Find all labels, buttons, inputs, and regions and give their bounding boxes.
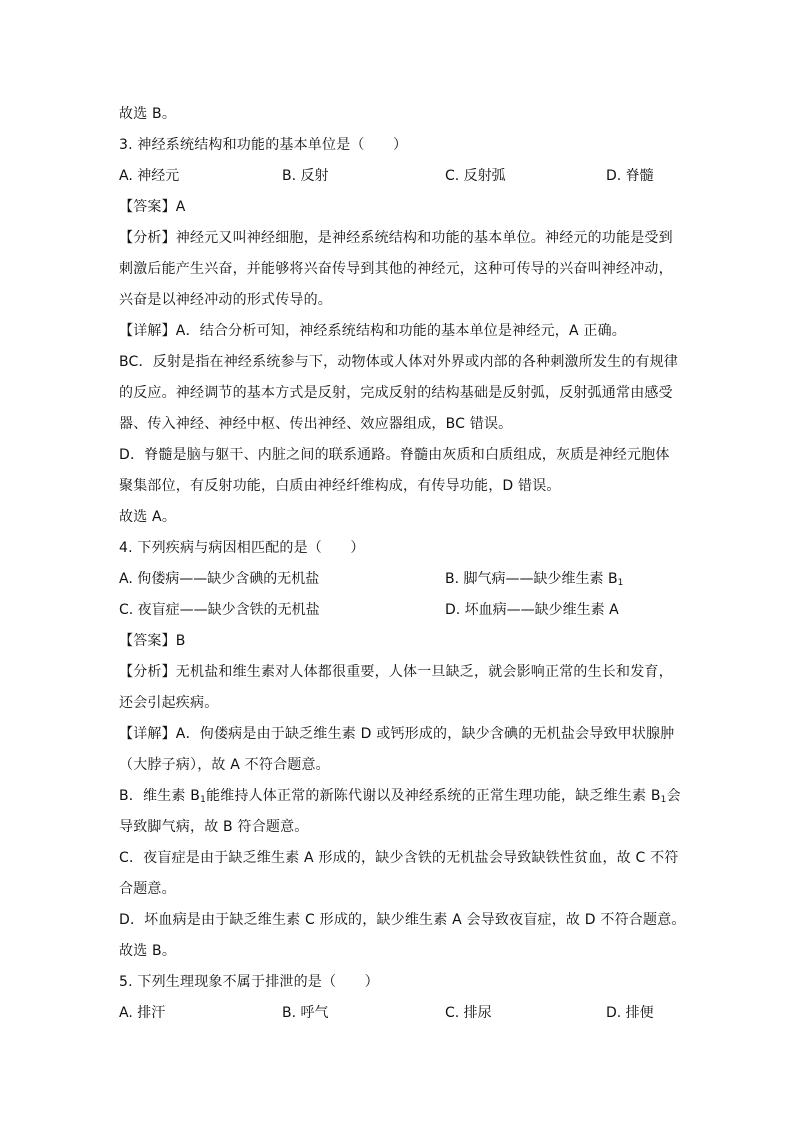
q4-detail-line: C．夜盲症是由于缺乏维生素 A 形成的，缺少含铁的无机盐会导致缺铁性贫血，故 C 不符 [119, 850, 679, 866]
q4-option-b [445, 569, 623, 589]
q4-answer: 【答案】B [119, 633, 186, 649]
q3-detail-line: 器、传入神经、神经中枢、传出神经、效应器组成，BC 错误。 [119, 416, 513, 432]
q5-stem: 5. 下列生理现象不属于排泄的是（ ） [119, 974, 379, 990]
q4-option-b-subscript: 1 [617, 578, 624, 588]
q3-detail-line: 【详解】A．结合分析可知，神经系统结构和功能的基本单位是神经元，A 正确。 [119, 323, 627, 339]
q3-detail-line: BC．反射是指在神经系统参与下，动物体或人体对外界或内部的各种刺激所发生的有规律 [119, 354, 679, 370]
q3-answer: 【答案】A [119, 199, 186, 215]
q4-detail-line: 【详解】A．佝偻病是由于缺乏维生素 D 或钙形成的，缺少含碘的无机盐会导致甲状腺肿 [119, 726, 675, 742]
q5-option-d: D. 排便 [606, 1005, 654, 1021]
q3-option-d: D. 脊髓 [606, 168, 654, 184]
q3-option-a: A. 神经元 [119, 168, 180, 184]
q3-detail-line: D．脊髓是脑与躯干、内脏之间的联系通路。脊髓由灰质和白质组成，灰质是神经元胞体 [119, 447, 670, 463]
q4-detail-line: 导致脚气病，故 B 符合题意。 [119, 819, 309, 835]
q5-option-c: C. 排尿 [445, 1005, 492, 1021]
q4-detail-line: 合题意。 [119, 881, 176, 897]
q3-option-b: B. 反射 [282, 168, 329, 184]
q4-detail-line: D．坏血病是由于缺乏维生素 C 形成的，缺少维生素 A 会导致夜盲症，故 D 不符合题意。 [119, 912, 686, 928]
prev-choose-line: 故选 B。 [119, 106, 177, 122]
q4-analysis-line: 还会引起疾病。 [119, 695, 219, 711]
q4-detail-line: （大脖子病），故 A 不符合题意。 [119, 757, 330, 773]
q4-detail-text: 会 [666, 788, 681, 804]
q3-analysis-line: 刺激后能产生兴奋，并能够将兴奋传导到其他的神经元，这种可传导的兴奋叫神经冲动， [119, 261, 673, 277]
q5-option-b: B. 呼气 [282, 1005, 329, 1021]
q4-analysis-line: 【分析】无机盐和维生素对人体都很重要，人体一旦缺乏，就会影响正常的生长和发育， [119, 664, 673, 680]
q3-stem: 3. 神经系统结构和功能的基本单位是（ ） [119, 137, 408, 153]
q3-detail-line: 的反应。神经调节的基本方式是反射，完成反射的结构基础是反射弧，反射弧通常由感受 [119, 385, 673, 401]
q4-option-c: C. 夜盲症——缺少含铁的无机盐 [119, 602, 320, 618]
q4-detail-text: B．维生素 B [119, 788, 201, 804]
q4-option-d: D. 坏血病——缺少维生素 A [445, 602, 619, 618]
q4-option-a: A. 佝偻病——缺少含碘的无机盐 [119, 571, 320, 587]
q3-detail-line: 聚集部位，有反射功能，白质由神经纤维构成，有传导功能，D 错误。 [119, 478, 561, 494]
q4-choose-line: 故选 B。 [119, 943, 177, 959]
q4-detail-subscript: 1 [200, 795, 206, 805]
q4-stem: 4. 下列疾病与病因相匹配的是（ ） [119, 540, 365, 556]
q4-detail-line [119, 786, 681, 806]
q3-analysis-line: 【分析】神经元又叫神经细胞，是神经系统结构和功能的基本单位。神经元的功能是受到 [119, 230, 673, 246]
q4-detail-text: 能维持人体正常的新陈代谢以及神经系统的正常生理功能，缺乏维生素 B [206, 788, 661, 804]
q5-option-a: A. 排汗 [119, 1005, 166, 1021]
q3-option-c: C. 反射弧 [445, 168, 506, 184]
q4-detail-subscript: 1 [660, 795, 667, 805]
q3-analysis-line: 兴奋是以神经冲动的形式传导的。 [119, 292, 332, 308]
q4-option-b-text: B. 脚气病——缺少维生素 B [445, 571, 618, 587]
q3-choose-line: 故选 A。 [119, 509, 177, 525]
